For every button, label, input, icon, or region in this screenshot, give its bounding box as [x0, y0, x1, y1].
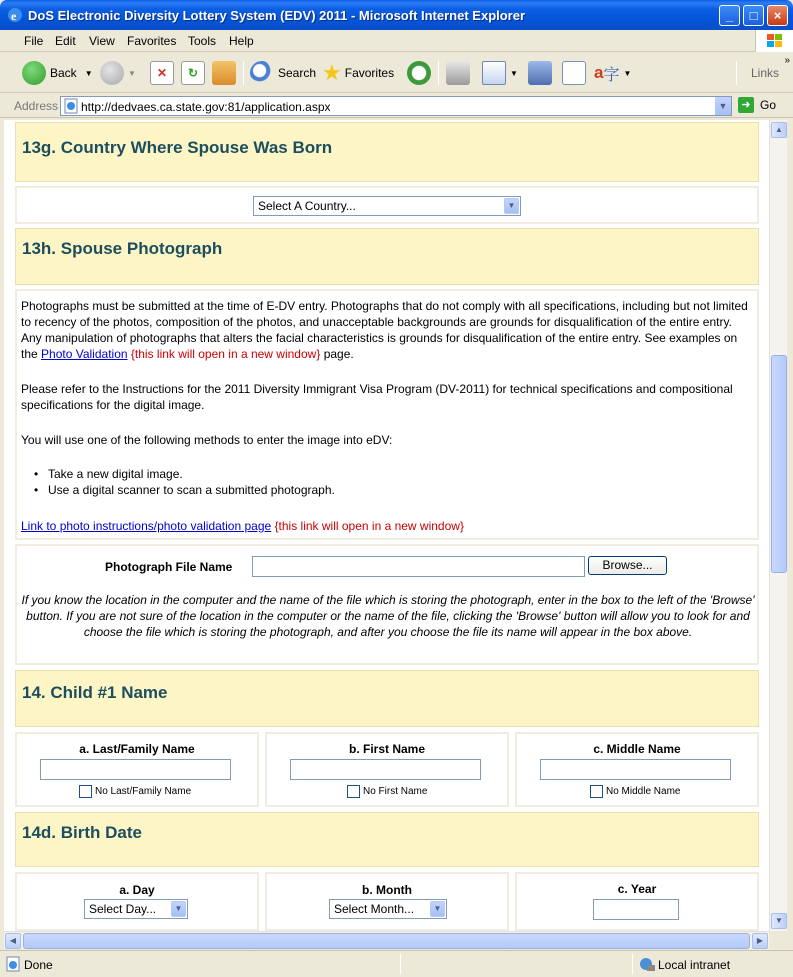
- address-label: Address: [14, 99, 59, 113]
- birth-year-input[interactable]: [593, 899, 679, 920]
- menu-help[interactable]: Help: [229, 34, 254, 48]
- history-icon: [407, 61, 431, 85]
- scroll-up-icon[interactable]: ▲: [771, 122, 787, 138]
- scroll-thumb[interactable]: [23, 933, 750, 949]
- star-icon: ★: [322, 60, 342, 85]
- search-icon: [250, 61, 274, 85]
- security-zone: Local intranet: [658, 958, 731, 972]
- list-item: • Use a digital scanner to scan a submitted photograph.: [48, 483, 335, 497]
- home-button[interactable]: [212, 59, 240, 87]
- toolbar: [0, 53, 793, 93]
- magnifier-page-icon: [562, 61, 586, 85]
- page-done-icon: [5, 956, 21, 972]
- address-bar: [0, 94, 793, 118]
- maximize-button[interactable]: □: [743, 5, 764, 26]
- go-arrow-icon: ➜: [738, 97, 754, 113]
- stop-button[interactable]: [150, 59, 178, 87]
- menu-bar: [0, 30, 793, 52]
- go-button[interactable]: ➜ Go: [738, 97, 776, 113]
- status-bar: [0, 950, 793, 977]
- chevron-down-icon[interactable]: ▼: [84, 68, 93, 78]
- birth-year-panel: [515, 872, 759, 931]
- month-label: b. Month: [362, 883, 412, 897]
- address-dropdown[interactable]: ▼: [714, 97, 731, 115]
- list-item: • Take a new digital image.: [48, 467, 183, 481]
- scroll-corner: [769, 931, 787, 949]
- day-label: a. Day: [119, 883, 155, 897]
- menu-tools[interactable]: Tools: [188, 34, 217, 48]
- instructions-link-row: Link to photo instructions/photo validation page {this link will open in a new window}: [21, 519, 464, 533]
- favorites-button[interactable]: ★ Favorites: [322, 60, 395, 85]
- research-button[interactable]: [528, 59, 556, 87]
- page-icon: [63, 98, 79, 114]
- section-14d-header: [15, 812, 759, 867]
- section-13g-header: [15, 122, 759, 182]
- window-title: DoS Electronic Diversity Lottery System (EDV) 2011 - Microsoft Internet Explorer: [28, 8, 526, 23]
- scroll-right-icon[interactable]: ▶: [752, 933, 768, 949]
- search-button[interactable]: Search: [250, 59, 316, 87]
- history-button[interactable]: [407, 59, 435, 87]
- chevron-down-icon: ▼: [171, 901, 186, 917]
- child-first-name-input[interactable]: [290, 759, 481, 780]
- photo-file-input[interactable]: [252, 556, 585, 577]
- no-last-name-checkbox[interactable]: No Last/Family Name: [79, 785, 191, 798]
- photo-upload-panel: [15, 544, 759, 665]
- refresh-icon: ↻: [181, 61, 205, 85]
- refresh-button[interactable]: [181, 59, 209, 87]
- child-middle-name-input[interactable]: [540, 759, 731, 780]
- address-input[interactable]: [60, 96, 732, 116]
- messenger-button[interactable]: [562, 59, 590, 87]
- scroll-down-icon[interactable]: ▼: [771, 913, 787, 929]
- edit-button[interactable]: [482, 59, 518, 87]
- menu-favorites[interactable]: Favorites: [127, 34, 177, 48]
- close-button[interactable]: ×: [767, 5, 788, 26]
- no-middle-name-checkbox[interactable]: No Middle Name: [590, 785, 680, 798]
- birth-day-select[interactable]: Select Day... ▼: [84, 899, 188, 919]
- last-name-label: a. Last/Family Name: [79, 742, 195, 756]
- stop-icon: ✕: [150, 61, 174, 85]
- windows-logo-icon: [755, 30, 793, 52]
- chevron-down-icon[interactable]: ▼: [623, 68, 632, 78]
- child-middle-name-panel: [515, 732, 759, 807]
- child-last-name-panel: [15, 732, 259, 807]
- status-text: Done: [24, 958, 53, 972]
- menu-view[interactable]: View: [89, 34, 115, 48]
- vertical-scrollbar[interactable]: [769, 120, 787, 931]
- child-last-name-input[interactable]: [40, 759, 231, 780]
- forward-arrow-icon: [100, 61, 124, 85]
- year-label: c. Year: [617, 882, 657, 896]
- section-title: 14. Child #1 Name: [22, 683, 168, 702]
- printer-icon: [446, 61, 470, 85]
- first-name-label: b. First Name: [348, 742, 426, 756]
- chevron-right-icon[interactable]: »: [784, 55, 790, 66]
- intranet-globe-icon: [638, 956, 656, 972]
- chevron-down-icon[interactable]: ▼: [510, 68, 518, 78]
- section-title: 13h. Spouse Photograph: [22, 239, 223, 258]
- chevron-down-icon: ▼: [504, 198, 519, 214]
- back-arrow-icon: [22, 61, 46, 85]
- section-13h-header: [15, 228, 759, 285]
- links-toolbar[interactable]: Links: [750, 66, 779, 80]
- scroll-left-icon[interactable]: ◀: [5, 933, 21, 949]
- translate-icon: a: [594, 63, 604, 82]
- title-bar: [0, 0, 793, 30]
- birth-month-panel: [265, 872, 509, 931]
- chevron-down-icon: ▼: [430, 901, 445, 917]
- section-title: 13g. Country Where Spouse Was Born: [22, 138, 333, 157]
- browse-button[interactable]: Browse...: [588, 556, 667, 575]
- birth-month-select[interactable]: Select Month... ▼: [329, 899, 447, 919]
- photo-instructions-link[interactable]: Link to photo instructions/photo validation page: [21, 519, 272, 533]
- scroll-thumb[interactable]: [771, 355, 787, 573]
- photo-validation-link[interactable]: Photo Validation: [41, 347, 128, 361]
- section-14-header: [15, 670, 759, 727]
- photo-file-label: Photograph File Name: [105, 560, 233, 574]
- edit-page-icon: [482, 61, 506, 85]
- print-button[interactable]: [446, 59, 474, 87]
- research-icon: [528, 61, 552, 85]
- methods-intro-text: You will use one of the following methods to enter the image into eDV:: [21, 433, 393, 447]
- section-title: 14d. Birth Date: [22, 823, 142, 842]
- address-url: http://dedvaes.ca.state.gov:81/application.aspx: [81, 100, 331, 114]
- back-button[interactable]: Back ▼: [22, 59, 93, 87]
- photo-help-text: If you know the location in the computer and the name of the file which is storing the photograph, enter in the box to the left of the 'Browse' button. If you are not sure of the location in the computer or the name of the file, clicking the 'Browse' button will allow you to look for and choose the file which is storing the photograph, and after you choose the file its name will appear in the box above.: [21, 593, 755, 639]
- forward-button[interactable]: [100, 59, 136, 87]
- chevron-down-icon[interactable]: ▼: [128, 68, 136, 78]
- ie-icon: [7, 7, 23, 23]
- translate-button[interactable]: a 字 ▼: [594, 63, 632, 84]
- menu-file[interactable]: File: [24, 34, 44, 48]
- birth-day-panel: [15, 872, 259, 931]
- horizontal-scrollbar[interactable]: [4, 931, 769, 949]
- page-content: [4, 120, 769, 931]
- middle-name-label: c. Middle Name: [593, 742, 681, 756]
- photo-requirements-text: Photographs must be submitted at the time of E-DV entry. Photographs that do not comply with all specifications, including but not limited to recency of the photos, composition of the photos, and unacceptable backgrounds are grounds for disqualification of the entire entry. Any manipulation of photographs that alters the facial characteristics is grounds for disqualification of the entire entry. See examples on the Photo Validation {this link will open in a new window} page.: [21, 299, 748, 361]
- home-icon: [212, 61, 236, 85]
- menu-edit[interactable]: Edit: [55, 34, 76, 48]
- spouse-country-select[interactable]: Select A Country... ▼: [253, 196, 521, 216]
- no-first-name-checkbox[interactable]: No First Name: [347, 785, 427, 798]
- svg-text:e: e: [11, 9, 17, 23]
- country-panel: [15, 186, 759, 224]
- minimize-button[interactable]: _: [719, 5, 740, 26]
- instructions-reference-text: Please refer to the Instructions for the 2011 Diversity Immigrant Visa Program (DV-2011) for technical specifications and compositional specifications for the digital image.: [21, 382, 733, 412]
- child-first-name-panel: [265, 732, 509, 807]
